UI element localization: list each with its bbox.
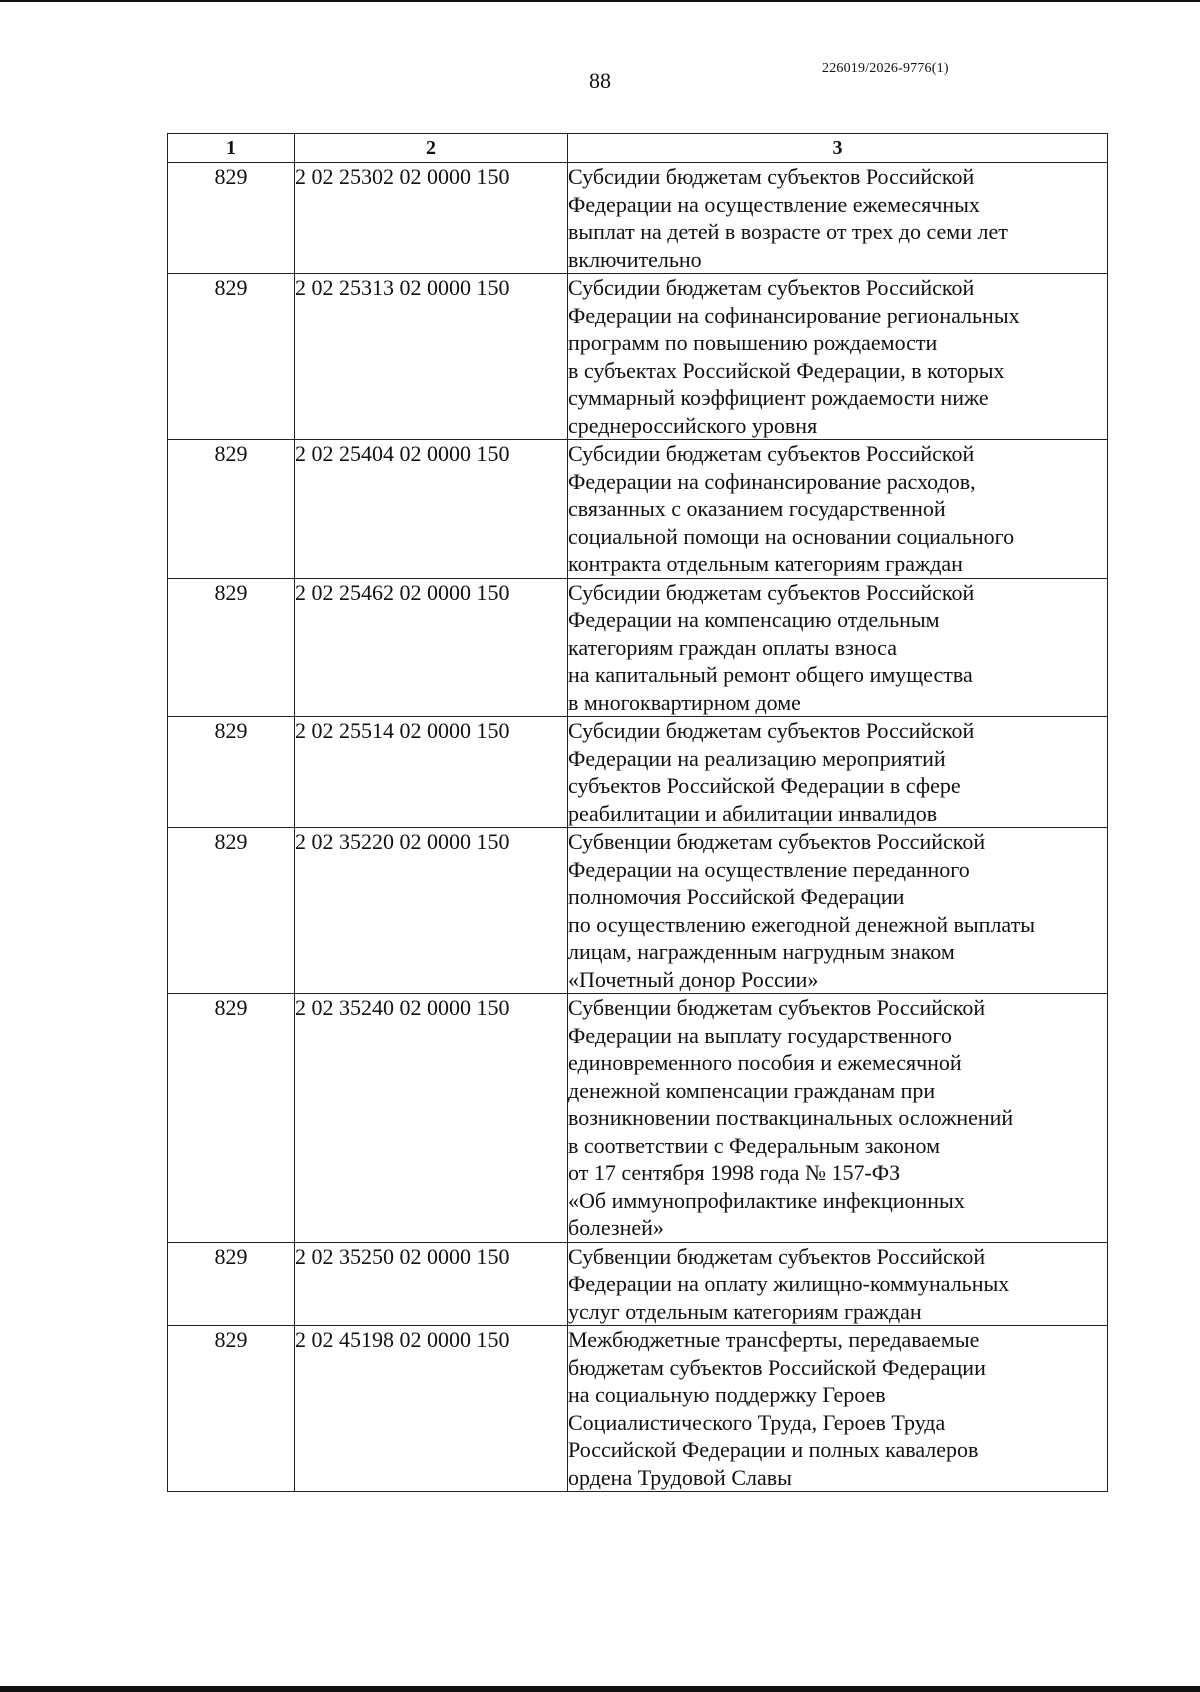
revenue-name-line: денежной компенсации гражданам при <box>568 1077 936 1103</box>
revenue-name-line: на капитальный ремонт общего имущества <box>568 662 973 687</box>
table-body <box>168 163 1108 1492</box>
column-header-1: 1 <box>168 134 295 163</box>
revenue-name-line: субъектов Российской Федерации в сфере <box>568 773 961 798</box>
table-header <box>168 134 1108 163</box>
admin-code-cell: 829 <box>168 163 295 274</box>
revenue-name-line: суммарный коэффициент рождаемости ниже <box>568 385 989 410</box>
table-row <box>168 274 1108 440</box>
revenue-name-line: от 17 сентября 1998 года № 157-ФЗ <box>568 1160 901 1185</box>
admin-code-cell: 829 <box>168 274 295 440</box>
revenue-name-line: в соответствии с Федеральным законом <box>568 1132 941 1158</box>
revenue-name-line: среднероссийского уровня <box>568 412 818 438</box>
budget-code-cell: 2 02 25302 02 0000 150 <box>295 163 568 274</box>
budget-code-cell: 2 02 25462 02 0000 150 <box>295 578 568 717</box>
budget-code-cell: 2 02 35250 02 0000 150 <box>295 1242 568 1326</box>
revenue-name-line: Субвенции бюджетам субъектов Российской <box>568 829 986 854</box>
revenue-name-line: Федерации на софинансирование расходов, <box>568 468 976 494</box>
revenue-name-line: Федерации на осуществление ежемесячных <box>568 191 980 217</box>
revenue-name-line: категориям граждан оплаты взноса <box>568 634 897 660</box>
revenue-name-line: Федерации на компенсацию отдельным <box>568 607 940 632</box>
revenue-name-line: Субвенции бюджетам субъектов Российской <box>568 995 986 1020</box>
revenue-name-line: Субвенции бюджетам субъектов Российской <box>568 1243 986 1269</box>
revenue-name-line: реабилитации и абилитации инвалидов <box>568 800 938 826</box>
revenue-name-cell <box>568 578 1108 717</box>
revenue-name-line: в многоквартирном доме <box>568 689 801 715</box>
table-row <box>168 163 1108 274</box>
revenue-name-cell <box>568 163 1108 274</box>
budget-code-cell: 2 02 45198 02 0000 150 <box>295 1326 568 1492</box>
revenue-name-line: Субсидии бюджетам субъектов Российской <box>568 718 975 743</box>
page-number: 88 <box>589 68 611 93</box>
revenue-name-line: болезней» <box>568 1215 664 1240</box>
revenue-name-line: Субсидии бюджетам субъектов Российской <box>568 579 975 605</box>
budget-code-cell: 2 02 35220 02 0000 150 <box>295 828 568 994</box>
scan-bottom-border <box>0 1686 1200 1692</box>
document-id: 226019/2026-9776(1) <box>822 61 949 76</box>
revenue-name-line: включительно <box>568 246 702 272</box>
revenue-name-cell <box>568 1326 1108 1492</box>
header-row <box>168 134 1108 163</box>
budget-code-cell: 2 02 35240 02 0000 150 <box>295 994 568 1243</box>
revenue-name-line: на социальную поддержку Героев <box>568 1382 886 1407</box>
revenue-name-line: Субсидии бюджетам субъектов Российской <box>568 164 975 189</box>
admin-code-cell: 829 <box>168 1326 295 1492</box>
revenue-name-line: связанных с оказанием государственной <box>568 496 946 521</box>
revenue-name-line: выплат на детей в возрасте от трех до семи лет <box>568 219 1008 244</box>
revenue-name-cell <box>568 440 1108 579</box>
admin-code-cell: 829 <box>168 994 295 1243</box>
admin-code-cell: 829 <box>168 717 295 828</box>
revenue-name-line: Межбюджетные трансферты, передаваемые <box>568 1327 980 1352</box>
admin-code-cell: 829 <box>168 1242 295 1326</box>
revenue-name-line: «Почетный донор России» <box>568 966 819 992</box>
admin-code-cell: 829 <box>168 578 295 717</box>
table-row <box>168 994 1108 1243</box>
table-row <box>168 1242 1108 1326</box>
revenue-name-cell <box>568 274 1108 440</box>
revenue-name-line: Федерации на осуществление переданного <box>568 856 970 882</box>
revenue-name-line: Субсидии бюджетам субъектов Российской <box>568 275 975 300</box>
revenue-name-line: Федерации на выплату государственного <box>568 1022 952 1048</box>
revenue-name-line: контракта отдельным категориям граждан <box>568 551 963 576</box>
revenue-name-line: ордена Трудовой Славы <box>568 1464 792 1490</box>
revenue-name-line: возникновении поствакцинальных осложнений <box>568 1105 1014 1130</box>
revenue-name-line: полномочия Российской Федерации <box>568 884 905 909</box>
table-row <box>168 440 1108 579</box>
scan-top-border <box>0 0 1200 2</box>
column-header-3: 3 <box>568 134 1108 163</box>
revenue-name-line: услуг отдельным категориям граждан <box>568 1298 922 1324</box>
revenue-name-line: Субсидии бюджетам субъектов Российской <box>568 441 975 466</box>
revenue-name-cell <box>568 1242 1108 1326</box>
table-row <box>168 717 1108 828</box>
revenue-name-line: по осуществлению ежегодной денежной выплаты <box>568 911 1036 937</box>
revenue-name-cell <box>568 828 1108 994</box>
revenue-name-line: лицам, награжденным нагрудным знаком <box>568 939 955 964</box>
revenue-name-line: Федерации на софинансирование региональных <box>568 302 1020 328</box>
budget-code-cell: 2 02 25313 02 0000 150 <box>295 274 568 440</box>
revenue-name-line: Федерации на реализацию мероприятий <box>568 745 946 771</box>
revenue-name-line: «Об иммунопрофилактике инфекционных <box>568 1187 965 1213</box>
revenue-name-line: Социалистического Труда, Героев Труда <box>568 1409 946 1435</box>
revenue-name-line: социальной помощи на основании социального <box>568 523 1015 549</box>
revenue-name-line: бюджетам субъектов Российской Федерации <box>568 1354 986 1380</box>
column-header-2: 2 <box>295 134 568 163</box>
budget-code-cell: 2 02 25514 02 0000 150 <box>295 717 568 828</box>
table-row <box>168 828 1108 994</box>
admin-code-cell: 829 <box>168 828 295 994</box>
revenue-name-line: Российской Федерации и полных кавалеров <box>568 1437 979 1462</box>
revenue-name-cell <box>568 994 1108 1243</box>
table-row <box>168 578 1108 717</box>
revenue-name-cell <box>568 717 1108 828</box>
revenue-name-line: программ по повышению рождаемости <box>568 330 938 355</box>
admin-code-cell: 829 <box>168 440 295 579</box>
budget-codes-table <box>167 133 1108 1492</box>
revenue-name-line: в субъектах Российской Федерации, в которых <box>568 357 1005 383</box>
budget-code-cell: 2 02 25404 02 0000 150 <box>295 440 568 579</box>
revenue-name-line: Федерации на оплату жилищно-коммунальных <box>568 1271 1010 1296</box>
table-row <box>168 1326 1108 1492</box>
revenue-name-line: единовременного пособия и ежемесячной <box>568 1050 962 1075</box>
